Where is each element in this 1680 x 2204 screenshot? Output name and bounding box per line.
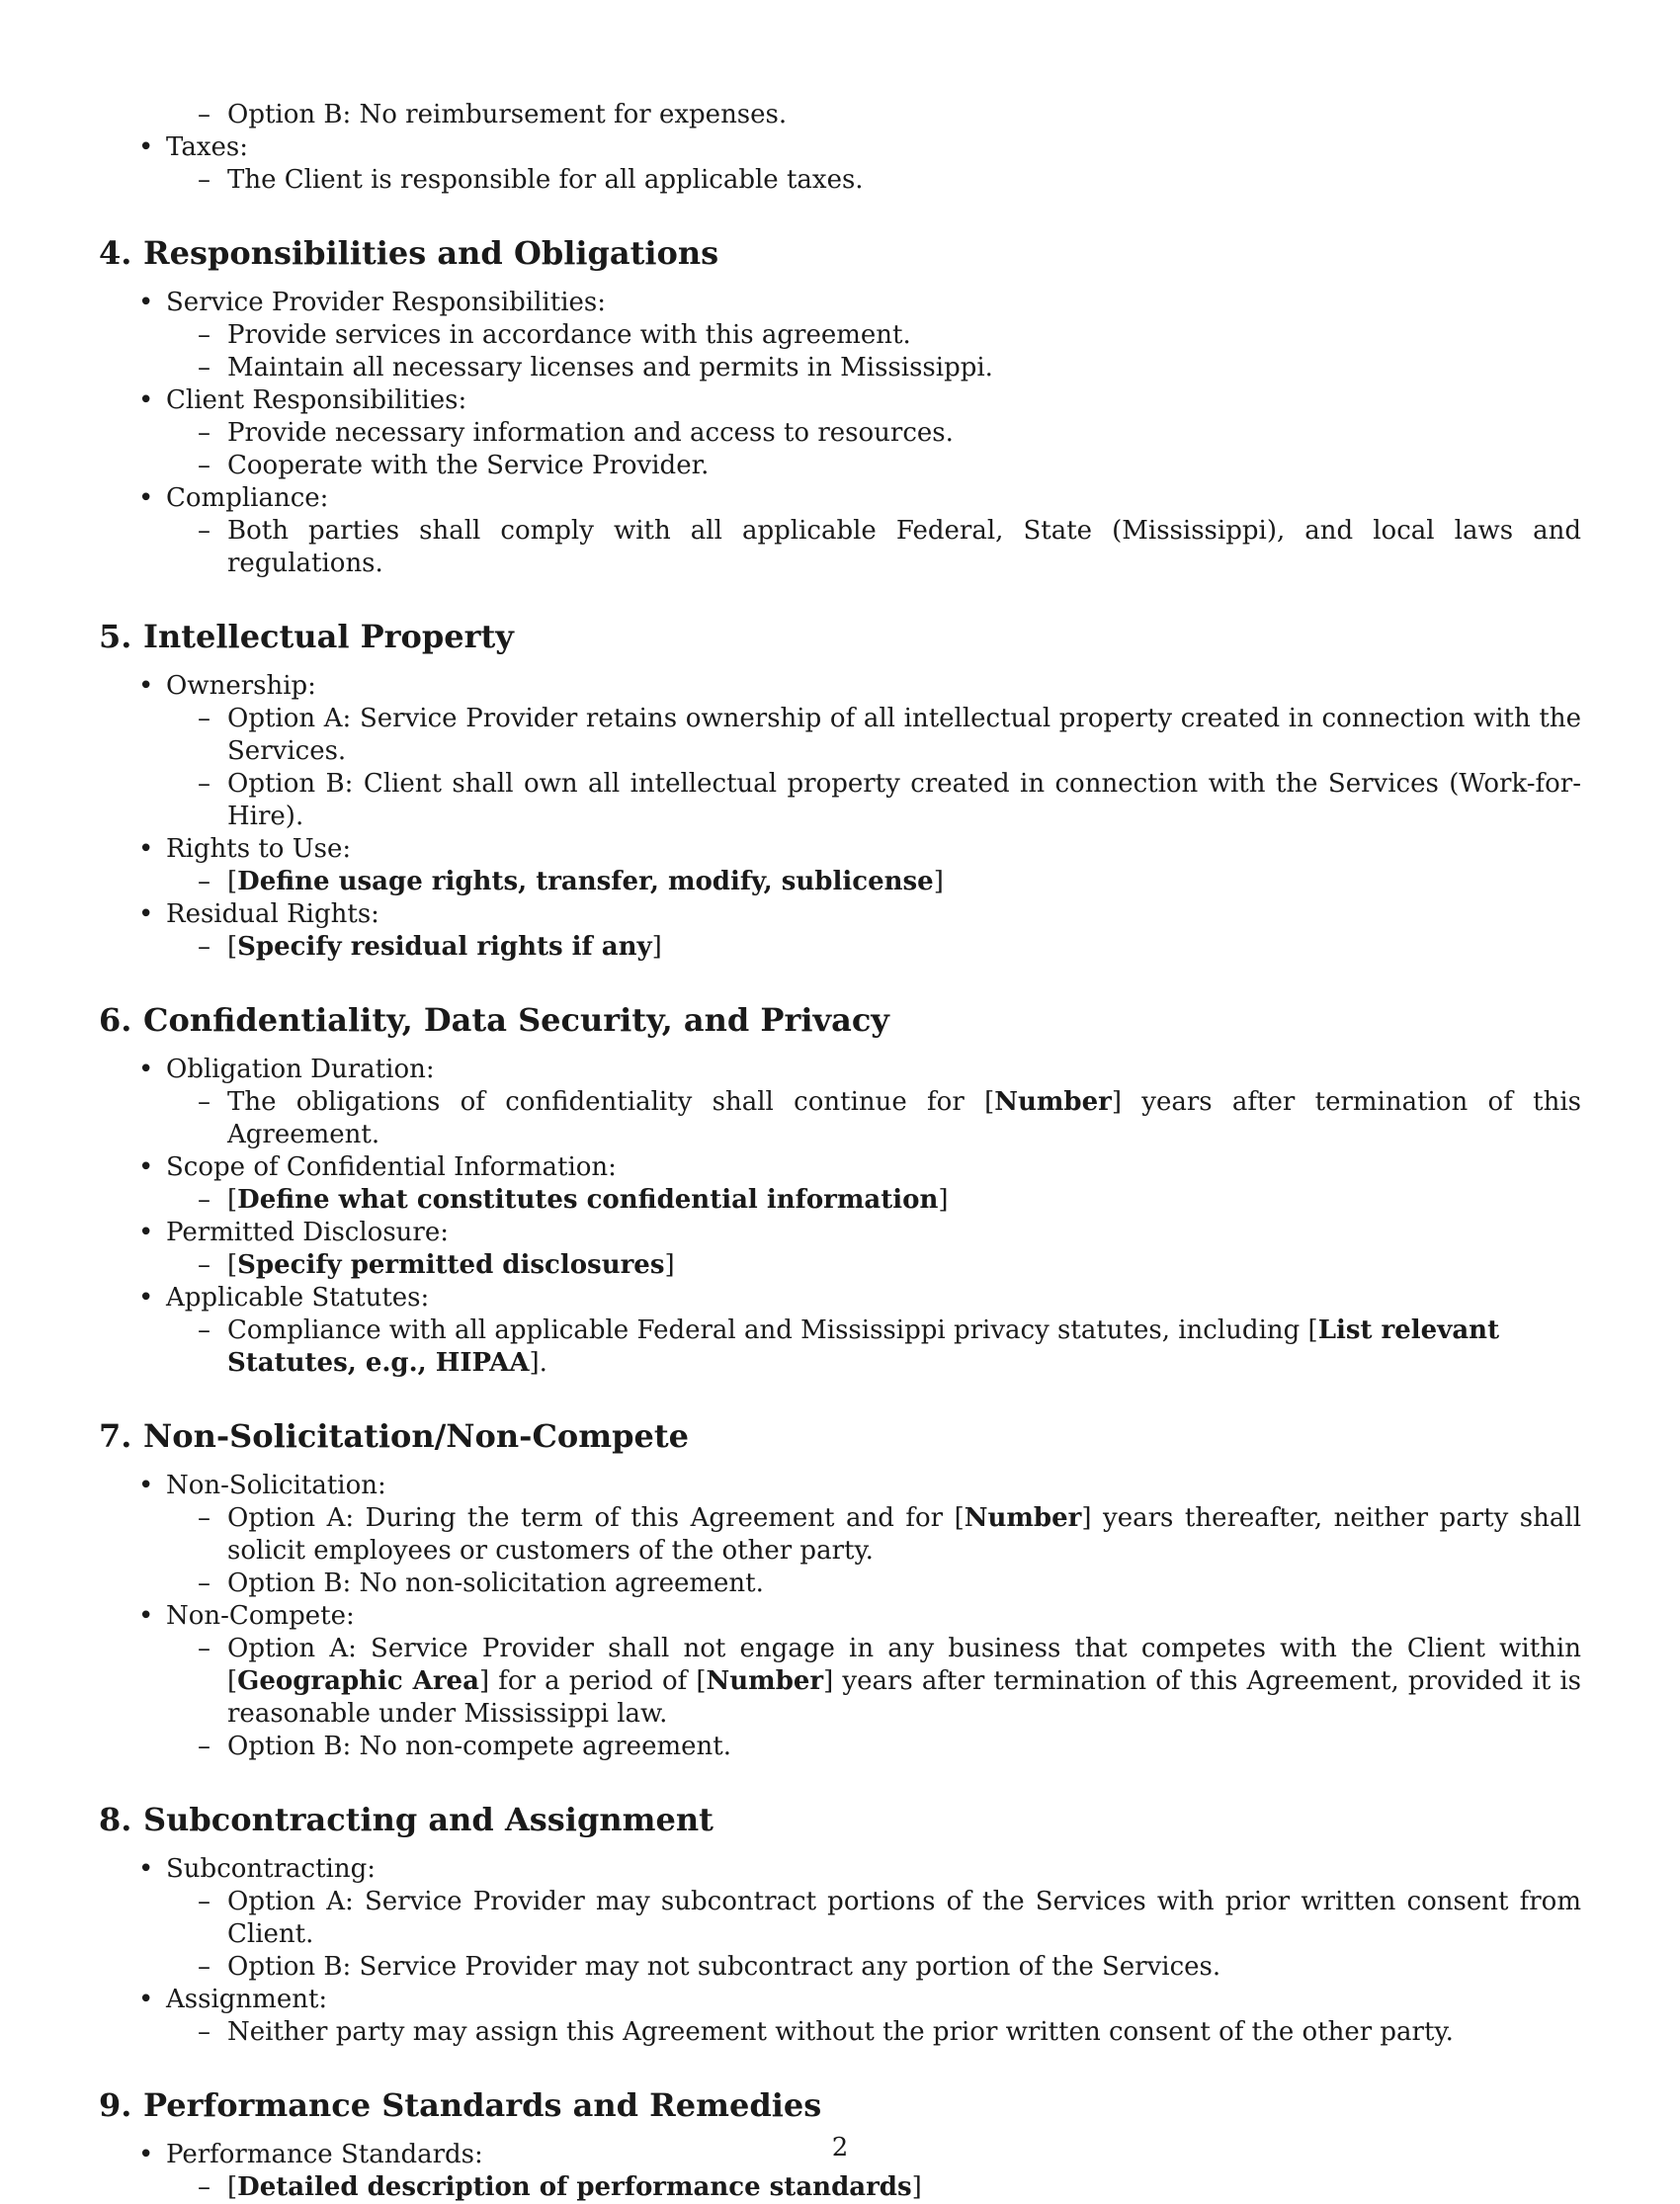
list-item: • Permitted Disclosure: (99, 1217, 1581, 1249)
document-page (99, 99, 1581, 2204)
list-item: – Option B: Client shall own all intellectual property created in connection with the Services (Work-for-Hire). (99, 768, 1581, 833)
list-item: • Assignment: (99, 1984, 1581, 2016)
placeholder-item: – [Specify residual rights if any] (99, 931, 1581, 964)
section-heading: 8. Subcontracting and Assignment (99, 1801, 714, 1838)
list-item: – Provide necessary information and access to resources. (99, 417, 1581, 450)
list-item: – Option A: During the term of this Agreement and for [Number] years thereafter, neither party shall solicit employees or customers of the other party. (99, 1502, 1581, 1568)
placeholder-item: – [Define what constitutes confidential information] (99, 1184, 1581, 1217)
list-item: – Option B: No non-compete agreement. (99, 1731, 1581, 1763)
list-item: • Applicable Statutes: (99, 1282, 1581, 1314)
list-item: • Rights to Use: (99, 833, 1581, 866)
list-item: – Maintain all necessary licenses and permits in Mississippi. (99, 352, 1581, 384)
list-item: • Subcontracting: (99, 1853, 1581, 1886)
list-item: • Compliance: (99, 482, 1581, 515)
list-item: – Option A: Service Provider shall not engage in any business that competes with the Client within [Geographic Area] for a period of [Number] years after termination of this Agreement, provided it is reasonable under Mississippi law. (99, 1633, 1581, 1731)
list-item: – The obligations of confidentiality shall continue for [Number] years after termination of this Agreement. (99, 1086, 1581, 1151)
placeholder-item: – [Detailed description of performance standards] (99, 2171, 1581, 2204)
list-item: – The Client is responsible for all applicable taxes. (99, 164, 1581, 197)
list-item: • Taxes: (99, 131, 1581, 164)
placeholder-item: – [Define usage rights, transfer, modify, sublicense] (99, 866, 1581, 898)
list-item: • Ownership: (99, 670, 1581, 703)
list-item: – Option A: Service Provider retains ownership of all intellectual property created in connection with the Services. (99, 703, 1581, 768)
section-heading: 6. Confidentiality, Data Security, and Privacy (99, 1001, 889, 1039)
placeholder-item: – [Specify permitted disclosures] (99, 1249, 1581, 1282)
list-item: – Cooperate with the Service Provider. (99, 450, 1581, 482)
list-item: – Compliance with all applicable Federal and Mississippi privacy statutes, including [List relevant Statutes, e.g., HIPAA]. (99, 1314, 1581, 1380)
page-number: 2 (831, 2133, 849, 2162)
list-item: • Client Responsibilities: (99, 384, 1581, 417)
list-item: – Option B: No reimbursement for expenses. (99, 99, 1581, 131)
list-item: – Provide services in accordance with this agreement. (99, 319, 1581, 352)
list-item: • Scope of Confidential Information: (99, 1151, 1581, 1184)
list-item: • Performance Standards: (99, 2139, 1581, 2171)
list-item: • Non-Compete: (99, 1600, 1581, 1633)
list-item: – Option A: Service Provider may subcontract portions of the Services with prior written consent from Client. (99, 1886, 1581, 1951)
list-item: – Option B: Service Provider may not subcontract any portion of the Services. (99, 1951, 1581, 1984)
section-heading: 7. Non-Solicitation/Non-Compete (99, 1417, 689, 1455)
list-item: – Neither party may assign this Agreement without the prior written consent of the other party. (99, 2016, 1581, 2049)
section-heading: 5. Intellectual Property (99, 618, 514, 655)
list-item: • Service Provider Responsibilities: (99, 287, 1581, 319)
list-item: • Residual Rights: (99, 898, 1581, 931)
list-item: – Option B: No non-solicitation agreement. (99, 1568, 1581, 1600)
list-item: • Obligation Duration: (99, 1054, 1581, 1086)
list-item: • Non-Solicitation: (99, 1470, 1581, 1502)
section-heading: 4. Responsibilities and Obligations (99, 234, 719, 272)
section-heading: 9. Performance Standards and Remedies (99, 2086, 822, 2124)
list-item: – Both parties shall comply with all applicable Federal, State (Mississippi), and local laws and regulations. (99, 515, 1581, 580)
